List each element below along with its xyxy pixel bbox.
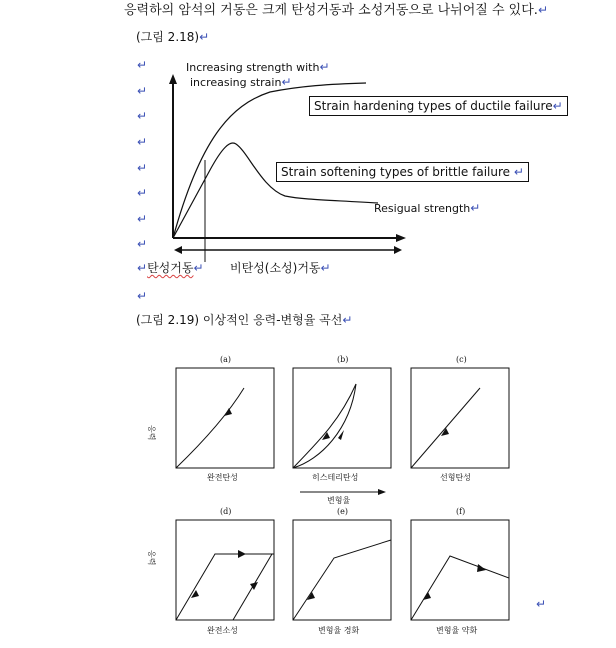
paragraph-mark: ↵ [137,237,148,251]
panel-d-loading [176,554,274,620]
panel-f-name: 변형율 약화 [436,626,478,635]
figure-2-18-caption: (그림 2.18)↵ [136,30,210,44]
panel-b-name: 히스테리탄성 [312,473,359,482]
panel-c-name: 선형탄성 [440,473,471,482]
panel-a-name: 완전탄성 [207,473,238,482]
panel-f-frame [411,520,509,620]
residual-strength-label: Resigual strength↵ [374,201,481,215]
stress-axis-label-bottom: 응력 [147,550,156,566]
increasing-strength-label: Increasing strength with↵ [186,60,330,74]
panel-d-frame [176,520,274,620]
panel-b-letter: (b) [337,355,349,364]
panel-c-frame [411,368,509,468]
paragraph-mark: ↵ [137,135,148,149]
panel-d-letter: (d) [220,507,232,516]
panel-b-loading-curve [293,384,356,468]
panel-c-line [411,388,480,468]
figure-2-19-caption: (그림 2.19) 이상적인 응력-변형율 곡선↵ [136,313,353,327]
panel-e-name: 변형율 경화 [318,626,360,635]
panel-d-arrow-right [238,550,246,558]
paragraph-mark: ↵ [137,84,148,98]
inelastic-behavior-label: 비탄성(소성)거동↵ [230,261,331,275]
panel-b-unloading-curve [293,384,356,468]
softening-label-box: Strain softening types of brittle failure ↵ [276,162,529,182]
elastic-behavior-label: ↵탄성거동↵ [137,261,204,275]
panel-d-arrow-up [191,590,199,598]
hardening-label-box: Strain hardening types of ductile failure↵ [309,96,568,116]
panel-f-letter: (f) [456,507,466,516]
panel-d-name: 완전소성 [207,626,238,635]
strain-axis-label: 변형율 [327,496,351,505]
paragraph-mark: ↵ [536,597,547,611]
panel-a-arrow [224,408,232,416]
panel-f-arrow-down [477,564,486,572]
panel-a-curve [176,388,244,468]
paragraph-mark: ↵ [137,109,148,123]
panel-a-letter: (a) [220,355,232,364]
strain-axis-arrow [378,489,386,495]
paragraph-mark: ↵ [137,289,148,303]
increasing-strain-label: increasing strain↵ [190,75,292,89]
paragraph-mark: ↵ [137,186,148,200]
panel-e-letter: (e) [337,507,348,516]
paragraph-mark: ↵ [137,212,148,226]
paragraph-mark: ↵ [137,161,148,175]
panel-f-curve [411,556,509,620]
intro-sentence: 응력하의 암석의 거동은 크게 탄성거동과 소성거동으로 나뉘어질 수 있다.↵ [124,3,548,18]
panel-e-frame [293,520,391,620]
stress-axis-label-top: 응력 [147,425,156,441]
panel-e-curve [293,540,391,620]
paragraph-mark: ↵ [137,58,148,72]
panel-c-letter: (c) [456,355,467,364]
